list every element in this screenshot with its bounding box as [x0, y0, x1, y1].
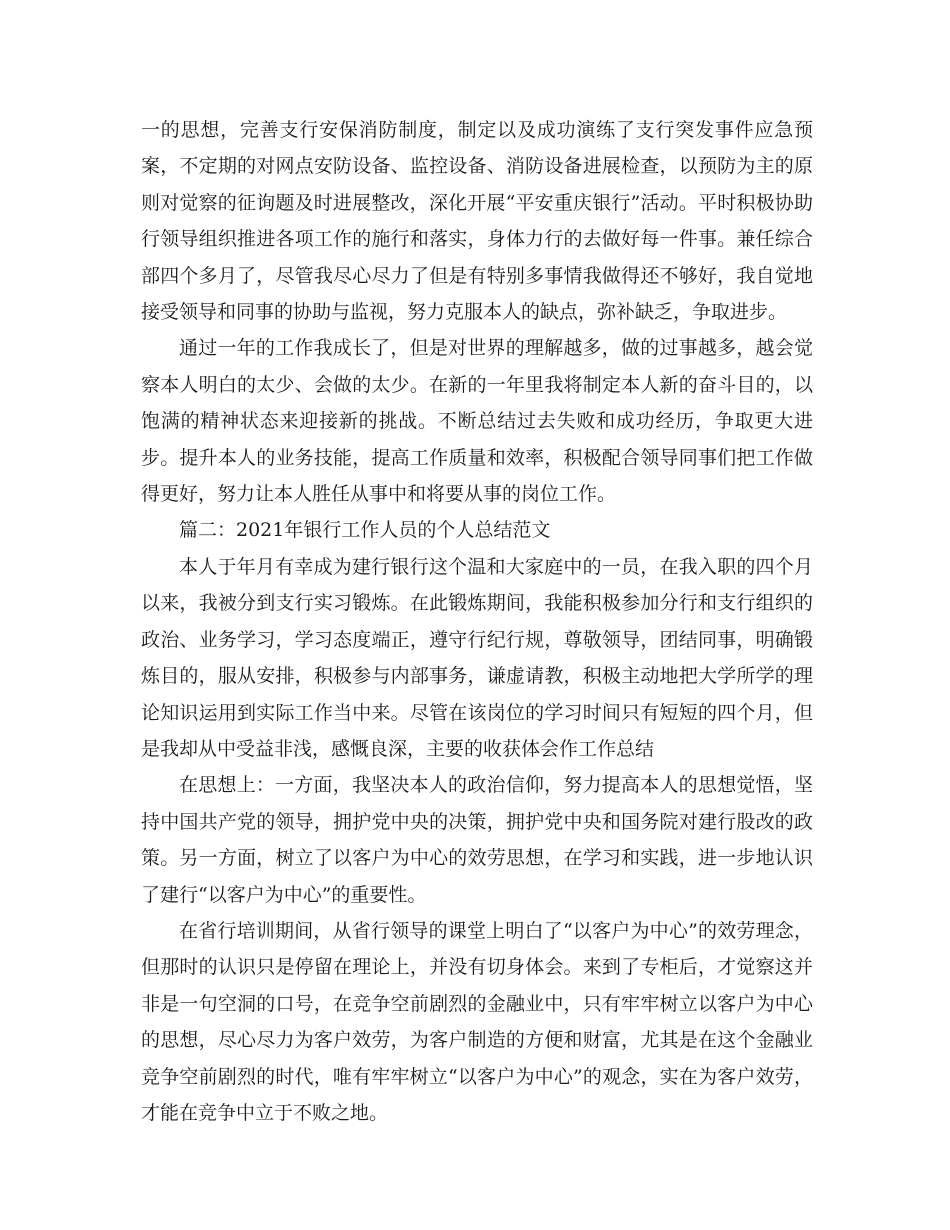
- paragraph-growth: 通过一年的工作我成长了，但是对世界的理解越多，做的过事越多，越会觉察本人明白的太少、会做的太少。在新的一年里我将制定本人新的奋斗目的，以饱满的精神状态来迎接新的挑战。不断总结过去失败和成功经历，争取更大进步。提升本人的业务技能，提高工作质量和效率，积极配合领导同事们把工作做得更好，努力让本人胜任从事中和将要从事的岗位工作。: [141, 337, 813, 506]
- document-body: [141, 112, 813, 1131]
- paragraph-training: 在省行培训期间，从省行领导的课堂上明白了“以客户为中心”的效劳理念，但那时的认识只是停留在理论上，并没有切身体会。来到了专柜后，才觉察这并非是一句空洞的口号，在竞争空前剧烈的金融业中，只有牢牢树立以客户为中心的思想，尽心尽力为客户效劳，为客户制造的方便和财富，尤其是在这个金融业竞争空前剧烈的时代，唯有牢牢树立“以客户为中心”的观念，实在为客户效劳，才能在竞争中立于不败之地。: [141, 919, 813, 1124]
- paragraph-thought: 在思想上：一方面，我坚决本人的政治信仰，努力提高本人的思想觉悟，坚持中国共产党的领导，拥护党中央的决策，拥护党中央和国务院对建行股改的政策。另一方面，树立了以客户为中心的效劳思想，在学习和实践，进一步地认识了建行“以客户为中心”的重要性。: [141, 774, 813, 906]
- section-heading: 篇二：2021年银行工作人员的个人总结范文: [179, 519, 551, 542]
- paragraph-intro: 本人于年月有幸成为建行银行这个温和大家庭中的一员，在我入职的四个月以来，我被分到支行实习锻炼。在此锻炼期间，我能积极参加分行和支行组织的政治、业务学习，学习态度端正，遵守行纪行规，尊敬领导，团结同事，明确锻炼目的，服从安排，积极参与内部事务，谦虚请教，积极主动地把大学所学的理论知识运用到实际工作当中来。尽管在该岗位的学习时间只有短短的四个月，但是我却从中受益非浅，感慨良深，主要的收获体会作工作总结: [141, 555, 813, 760]
- paragraph-continuation: 一的思想，完善支行安保消防制度，制定以及成功演练了支行突发事件应急预案，不定期的对网点安防设备、监控设备、消防设备进展检查，以预防为主的原则对觉察的征询题及时进展整改，深化开展“平安重庆银行”活动。平时积极协助行领导组织推进各项工作的施行和落实，身体力行的去做好每一件事。兼任综合部四个多月了，尽管我尽心尽力了但是有特别多事情我做得还不够好，我自觉地接受领导和同事的协助与监视，努力克服本人的缺点，弥补缺乏，争取进步。: [141, 119, 813, 324]
